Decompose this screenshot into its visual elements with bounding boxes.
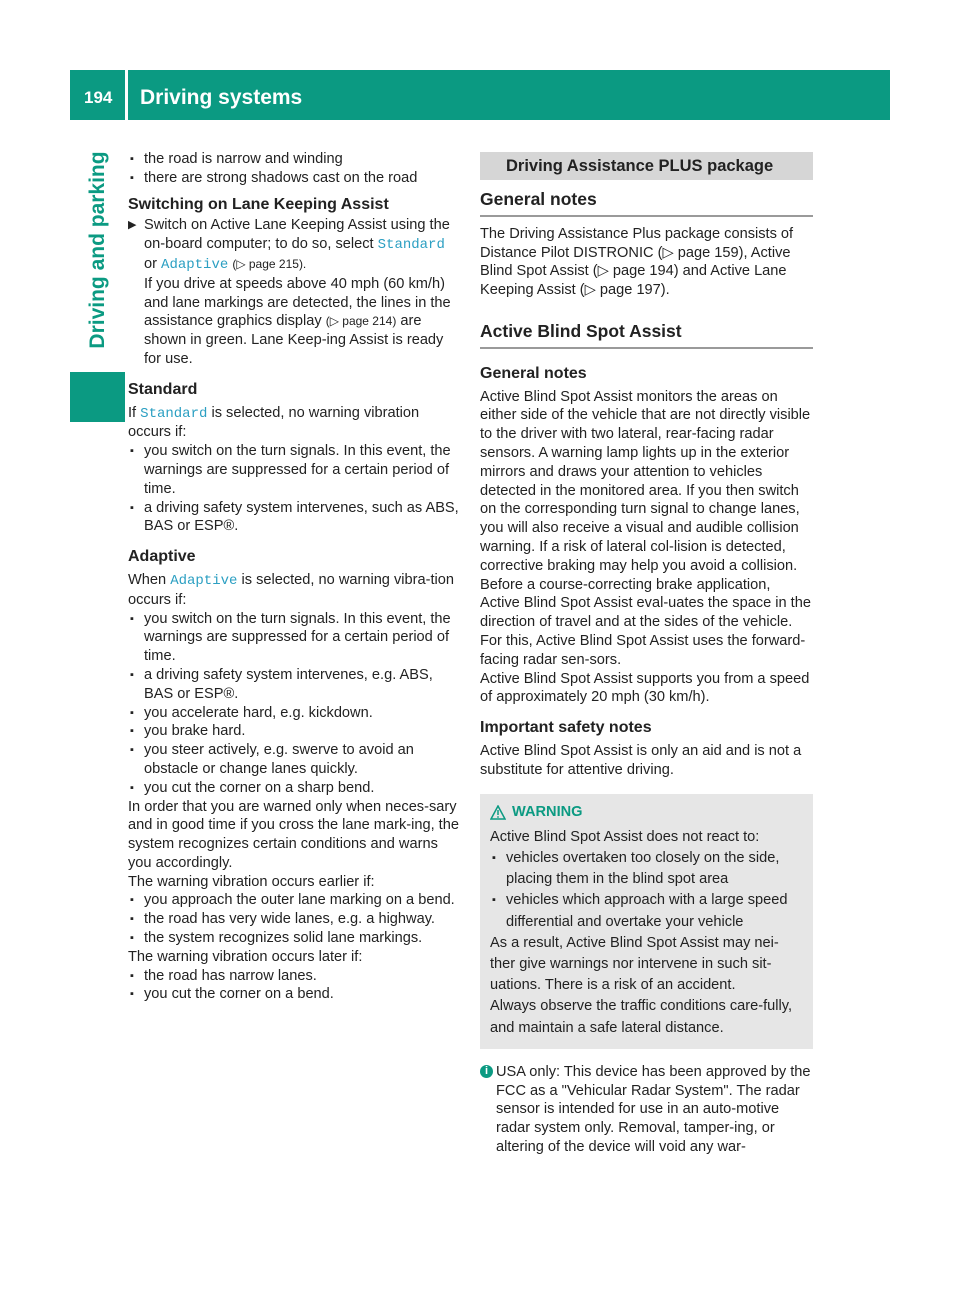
bullet-icon: ▪ [492,851,496,864]
list-item: ▪ you brake hard. [130,723,246,740]
list-item: ▪ the road has very wide lanes, e.g. a highway. [130,911,435,928]
standard-intro: If Standard is selected, no warning vibration occurs if: [128,404,420,441]
list-item: ▪ you steer actively, e.g. swerve to avoid an obstacle or change lanes quickly. [130,742,414,777]
page-number: 194 [84,88,113,107]
adaptive-intro: When Adaptive is selected, no warning vibra-tion occurs if: [128,571,454,608]
bullet-icon: ▪ [130,744,134,757]
list-item: ▪ there are strong shadows cast on the road [130,169,418,186]
page-ref[interactable]: (▷ page 215). [232,256,307,271]
right-column [480,152,813,1157]
list-item: ▪ the road is narrow and winding [130,151,343,167]
bullet-icon: ▪ [130,725,134,738]
paragraph: As a result, Active Blind Spot Assist may nei-ther give warnings nor intervene in such sit-uations. There is a risk of an accident. [490,934,779,994]
bullet-icon: ▪ [130,894,134,907]
warning-header: WARNING [490,802,803,823]
option-standard: Standard [377,237,445,254]
section-title: Driving systems [140,86,303,109]
bullet-icon: ▪ [130,969,134,982]
paragraph: Active Blind Spot Assist does not react to: [490,828,760,845]
list-item: ▪ vehicles which approach with a large speed differential and overtake your vehicle [492,892,788,930]
heading-general-notes-sub: General notes [480,364,587,382]
side-tab-label: Driving and parking [86,151,109,349]
bullet-icon: ▪ [130,781,134,794]
list-item: ▪ a driving safety system intervenes, such as ABS, BAS or ESP®. [130,499,459,535]
list-item: ▪ the road has narrow lanes. [130,967,317,984]
list-item: ▪ you accelerate hard, e.g. kickdown. [130,704,373,721]
bullet-icon: ▪ [130,988,134,1001]
bullet-icon: ▪ [130,706,134,719]
paragraph: Active Blind Spot Assist monitors the areas on either side of the vehicle that are not directly visible to the driver with two lateral, rear-facing radar sensors. A warning lamp lights up in the exterior mirrors and draws your attention to vehicles detected in the monitored area. If you then switch on the corresponding turn signal to change lanes, you will also receive a visual and audible collision warning. If a risk of lateral col-lision is detected, corrective braking may help you avoid a collision. Before a course-correcting brake application, Active Blind Spot Assist eval-uates the space in the direction of travel and at the sides of the vehicle. For this, Active Blind Spot Assist uses the forward-facing radar sen-sors. [480,388,811,668]
bullet-icon: ▪ [130,932,134,945]
side-tab-marker [70,372,125,422]
paragraph: Active Blind Spot Assist supports you from a speed of approximately 20 mph (30 km/h). [480,670,810,706]
paragraph: The warning vibration occurs earlier if: [128,873,375,890]
paragraph: The warning vibration occurs later if: [128,948,363,965]
heading-standard: Standard [128,380,198,398]
header-divider [125,70,128,120]
option-standard: Standard [140,405,208,422]
paragraph: The Driving Assistance Plus package consists of Distance Pilot DISTRONIC (▷ page 159), Active Blind Spot Assist (▷ page 194) and Active Lane Keeping Assist (▷ page 197). [480,225,794,299]
heading-active-blind-spot-assist: Active Blind Spot Assist [480,322,813,349]
info-note: i USA only: This device has been approved by the FCC as a "Vehicular Radar System". The radar sensor is intended for use in an auto-motive radar system only. Removal, tamper-ing, or altering of the device will void any war- [480,1063,813,1157]
option-adaptive: Adaptive [170,572,238,589]
paragraph: In order that you are warned only when neces-sary and in good time if you cross the lane mark-ing, the system recognizes certain conditions and warns you accordingly. [128,798,459,871]
info-icon: i [480,1065,493,1078]
list-item: ▪ you switch on the turn signals. In this event, the warnings are suppressed for a certain period of time. [130,610,451,665]
heading-safety-notes: Important safety notes [480,719,652,737]
bullet-icon: ▪ [130,445,134,458]
bullet-icon: ▪ [130,913,134,926]
list-item: ▪ vehicles overtaken too closely on the side, placing them in the blind spot area [492,849,780,888]
bullet-icon: ▪ [130,668,134,681]
page-ref[interactable]: (▷ page 214) [325,314,397,329]
list-item: ▪ you cut the corner on a bend. [130,986,334,1003]
paragraph: Always observe the traffic conditions care-fully, and maintain a safe lateral distance. [490,998,793,1036]
package-title: Driving Assistance PLUS package [480,152,813,180]
instruction-step: ▶ Switch on Active Lane Keeping Assist using the on-board computer; to do so, select Standard or Adaptive (▷ page 215). If you drive at speeds above 40 mph (60 km/h) and lane markings are detected, the lines in the assistance graphics display (▷ page 214) are shown in green. Lane Keep-ing Assist is ready for use. [128,217,451,367]
list-item: ▪ a driving safety system intervenes, e.g. ABS, BAS or ESP®. [130,666,433,702]
list-item: ▪ you approach the outer lane marking on a bend. [130,892,455,909]
list-item: ▪ you cut the corner on a sharp bend. [130,779,375,796]
warning-triangle-icon [490,805,506,820]
bullet-icon: ▪ [130,501,134,514]
option-adaptive: Adaptive [161,256,229,273]
bullet-icon: ▪ [130,612,134,625]
heading-general-notes: General notes [480,190,813,217]
list-item: ▪ the system recognizes solid lane markings. [130,930,423,947]
bullet-icon: ▪ [130,153,134,165]
paragraph: Active Blind Spot Assist is only an aid and is not a substitute for attentive driving. [480,742,802,778]
heading-adaptive: Adaptive [128,548,196,566]
arrow-right-icon: ▶ [128,219,137,232]
heading-switching-on: Switching on Lane Keeping Assist [128,195,389,213]
warning-box [480,794,813,1049]
bullet-icon: ▪ [492,894,496,907]
bullet-icon: ▪ [130,171,134,184]
list-item: ▪ you switch on the turn signals. In this event, the warnings are suppressed for a certain period of time. [130,443,451,497]
left-column [128,150,461,1004]
